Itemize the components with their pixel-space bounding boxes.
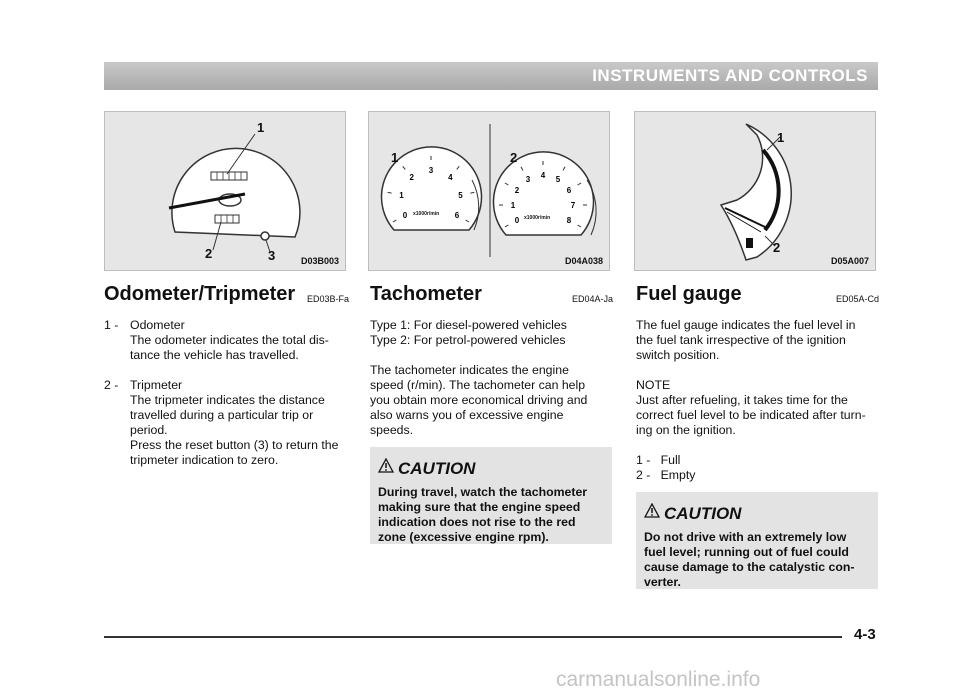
text-line: tance the vehicle has travelled.: [130, 348, 299, 362]
text-line: The odometer indicates the total dis-: [130, 333, 329, 347]
page-number: 4-3: [854, 626, 876, 643]
list-item: [104, 318, 350, 363]
caution-title: CAUTION: [664, 504, 742, 523]
text-line: Just after refueling, it takes time for the: [636, 393, 848, 407]
odometer-code: ED03B-Fa: [307, 294, 350, 304]
text-line: speed (r/min). The tachometer can help: [370, 378, 586, 392]
callout-1: 1: [391, 150, 399, 165]
text-line: period.: [130, 423, 168, 437]
callout-2: 2: [205, 246, 213, 261]
text-line: verter.: [644, 575, 681, 589]
dial-tick-label: 0: [514, 216, 520, 225]
dial-tick-label: 5: [458, 190, 463, 200]
fuel-gauge-text: [636, 318, 880, 483]
dial-tick-label: 8: [566, 216, 572, 225]
figure-code: D04A038: [564, 256, 603, 266]
dial-tick-label: 4: [540, 171, 546, 180]
text-line: Press the reset button (3) to return the: [130, 438, 339, 452]
text-line: The fuel gauge indicates the fuel level in: [636, 318, 856, 332]
odometer-list: [104, 318, 350, 468]
text-line: Odometer: [130, 318, 185, 332]
callout-2: 2: [510, 150, 518, 165]
dial-tick-label: 2: [514, 186, 520, 195]
warning-icon: [378, 458, 394, 473]
text-line: ing on the ignition.: [636, 423, 736, 437]
list-text: [130, 318, 329, 363]
text-line: you obtain more economical driving and: [370, 393, 588, 407]
watermark: carmanualsonline.info: [556, 668, 761, 691]
dial-tick-label: 3: [428, 166, 434, 175]
text-line: NOTE: [636, 378, 671, 392]
text-line: Do not drive with an extremely low: [644, 530, 847, 544]
text-line: switch position.: [636, 348, 720, 362]
figure-code: D03B003: [300, 256, 339, 266]
dial-tick-label: 6: [566, 186, 572, 195]
tachometer-caution-box: [370, 447, 612, 544]
text-line: zone (excessive engine rpm).: [378, 530, 549, 544]
list-text: [130, 378, 338, 468]
text-line: Type 2: For petrol-powered vehicles: [370, 333, 566, 347]
warning-icon: [644, 503, 660, 518]
dial-tick-label: 3: [525, 175, 531, 184]
dial-tick-label: 6: [454, 211, 460, 220]
figure-code: D05A007: [830, 256, 869, 266]
odometer-heading: Odometer/Tripmeter: [104, 283, 296, 305]
tachometer-text: [370, 318, 614, 438]
tachometer-heading: Tachometer: [370, 283, 482, 305]
dial-tick-label: 1: [510, 201, 516, 210]
tachometer-illustration: [369, 112, 611, 272]
list-number: 1 -: [104, 318, 119, 332]
fuel-gauge-code: ED05A-Cd: [836, 294, 880, 304]
caution-text: [378, 485, 604, 545]
callout-1: 1: [257, 120, 265, 135]
footer-rule: [104, 636, 842, 638]
dial-tick-label: 5: [555, 175, 561, 184]
text-line: speeds.: [370, 423, 414, 437]
fuel-gauge-illustration: [635, 112, 877, 272]
dial-tick-label: 1: [399, 190, 404, 200]
dial-tick-label: 7: [570, 201, 576, 210]
fuel-caution-box: [636, 492, 878, 589]
dial-tick-label: 0: [402, 211, 408, 220]
section-header: [104, 62, 878, 90]
dial-tick-label: 4: [448, 173, 453, 182]
tachometer-figure: [368, 111, 610, 271]
list-number: 2 -: [104, 378, 119, 392]
text-line: tripmeter indication to zero.: [130, 453, 279, 467]
text-line: The tachometer indicates the engine: [370, 363, 569, 377]
text-line: 1 - Full: [636, 453, 681, 467]
dial2-unit: x1000r/min: [524, 215, 551, 221]
callout-2: 2: [773, 240, 781, 255]
text-line: indication does not rise to the red: [378, 515, 576, 529]
text-line: The tripmeter indicates the distance: [130, 393, 325, 407]
callout-1: 1: [777, 130, 785, 145]
dial-tick-mark: [388, 192, 392, 193]
section-title: INSTRUMENTS AND CONTROLS: [592, 66, 868, 85]
odometer-figure: [104, 111, 346, 271]
callout-3: 3: [268, 248, 276, 263]
list-item: [104, 378, 350, 468]
text-line: Type 1: For diesel-powered vehicles: [370, 318, 567, 332]
text-line: Tripmeter: [130, 378, 183, 392]
text-line: making sure that the engine speed: [378, 500, 581, 514]
text-line: cause damage to the catalystic con-: [644, 560, 855, 574]
text-line: also warns you of excessive engine: [370, 408, 564, 422]
text-line: fuel level; running out of fuel could: [644, 545, 849, 559]
fuel-gauge-figure: [634, 111, 876, 271]
caution-title: CAUTION: [398, 459, 476, 478]
dial1-unit: x1000r/min: [413, 211, 440, 217]
text-line: the fuel tank irrespective of the ignition: [636, 333, 846, 347]
dial-tick-mark: [470, 192, 474, 193]
tachometer-code: ED04A-Ja: [572, 294, 614, 304]
caution-text: [644, 530, 870, 590]
fuel-gauge-heading: Fuel gauge: [636, 283, 742, 305]
text-line: correct fuel level to be indicated after turn-: [636, 408, 866, 422]
text-line: During travel, watch the tachometer: [378, 485, 588, 499]
odometer-illustration: [105, 112, 347, 272]
text-line: 2 - Empty: [636, 468, 696, 482]
dial-tick-label: 2: [409, 173, 414, 182]
text-line: travelled during a particular trip or: [130, 408, 314, 422]
